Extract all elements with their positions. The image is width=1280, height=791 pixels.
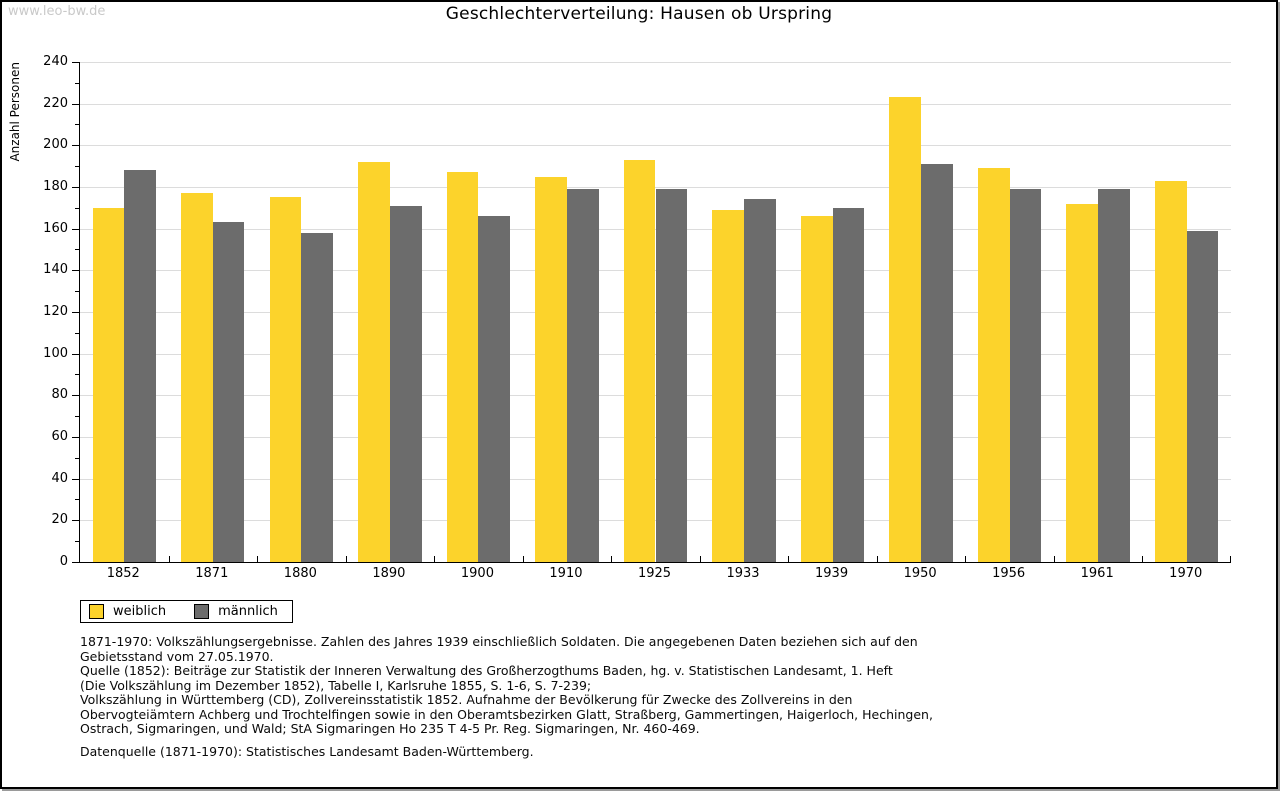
bar-männlich-1890 xyxy=(390,206,422,562)
y-tick-label-40: 40 xyxy=(51,471,68,486)
x-group-tick-6 xyxy=(611,556,612,562)
bar-männlich-1961 xyxy=(1098,189,1130,562)
y-major-tick-80 xyxy=(72,395,80,396)
footnote-line-1: 1871-1970: Volkszählungsergebnisse. Zahlen des Jahres 1939 einschließlich Soldaten. Die angegebenen Daten beziehen sich auf den xyxy=(80,634,918,649)
x-tick-label-1970: 1970 xyxy=(1169,566,1203,581)
x-axis-end-tick xyxy=(1230,556,1231,562)
y-major-tick-220 xyxy=(72,104,80,105)
bar-männlich-1956 xyxy=(1010,189,1042,562)
footnote-line-2: Gebietsstand vom 27.05.1970. xyxy=(80,648,274,664)
x-axis-tick-labels xyxy=(79,566,1230,582)
y-major-tick-160 xyxy=(72,229,80,230)
bar-männlich-1852 xyxy=(124,170,156,562)
x-group-tick-5 xyxy=(523,556,524,562)
legend-item-maennlich xyxy=(194,604,278,619)
x-group-tick-11 xyxy=(1054,556,1055,562)
bar-männlich-1939 xyxy=(833,208,865,562)
x-tick-label-1933: 1933 xyxy=(726,566,760,581)
x-group-tick-7 xyxy=(700,556,701,562)
x-tick-label-1961: 1961 xyxy=(1080,566,1114,581)
y-minor-tick-230 xyxy=(75,83,80,84)
y-tick-label-80: 80 xyxy=(51,387,68,402)
x-tick-label-1890: 1890 xyxy=(372,566,406,581)
y-major-tick-180 xyxy=(72,187,80,188)
gridline-200 xyxy=(80,145,1231,146)
x-group-tick-8 xyxy=(788,556,789,562)
bar-weiblich-1890 xyxy=(358,162,390,562)
y-tick-label-240: 240 xyxy=(43,54,68,69)
bar-weiblich-1933 xyxy=(712,210,744,562)
y-minor-tick-90 xyxy=(75,374,80,375)
y-minor-tick-70 xyxy=(75,416,80,417)
footnote-line-6: Obervogteiämtern Achberg und Trochtelfingen sowie in den Oberamtsbezirken Glatt, Straßberg, Gammertingen, Haigerloch, Hechingen, xyxy=(80,706,933,722)
y-minor-tick-130 xyxy=(75,291,80,292)
bar-männlich-1871 xyxy=(213,222,245,562)
y-minor-tick-10 xyxy=(75,541,80,542)
bar-weiblich-1970 xyxy=(1155,181,1187,562)
data-source-line: Datenquelle (1871-1970): Statistisches Landesamt Baden-Württemberg. xyxy=(80,744,534,759)
bar-männlich-1970 xyxy=(1187,231,1219,562)
x-group-tick-2 xyxy=(257,556,258,562)
gridline-240 xyxy=(80,62,1231,63)
plot-area xyxy=(79,62,1231,563)
x-tick-label-1880: 1880 xyxy=(283,566,317,581)
y-tick-label-180: 180 xyxy=(43,179,68,194)
bar-männlich-1950 xyxy=(921,164,953,562)
y-minor-tick-50 xyxy=(75,458,80,459)
y-tick-label-120: 120 xyxy=(43,304,68,319)
bar-weiblich-1961 xyxy=(1066,204,1098,562)
bar-männlich-1925 xyxy=(656,189,688,562)
y-minor-tick-190 xyxy=(75,166,80,167)
x-tick-label-1910: 1910 xyxy=(549,566,583,581)
y-major-tick-140 xyxy=(72,270,80,271)
y-tick-label-200: 200 xyxy=(43,137,68,152)
y-major-tick-20 xyxy=(72,520,80,521)
legend-label-weiblich: weiblich xyxy=(113,604,167,619)
footnote-block xyxy=(80,635,1200,737)
bar-weiblich-1871 xyxy=(181,193,213,562)
y-axis-title: Anzahl Personen xyxy=(8,62,22,162)
footnote-line-5: Volkszählung in Württemberg (CD), Zollvereinsstatistik 1852. Aufnahme der Bevölkerung für Zwecke des Zollvereins in den xyxy=(80,692,853,707)
weiblich-color-swatch xyxy=(89,604,104,619)
bar-weiblich-1925 xyxy=(624,160,656,562)
y-axis-tick-labels xyxy=(0,54,68,569)
x-group-tick-10 xyxy=(965,556,966,562)
bar-männlich-1880 xyxy=(301,233,333,562)
bar-männlich-1910 xyxy=(567,189,599,562)
bar-weiblich-1956 xyxy=(978,168,1010,562)
bar-weiblich-1900 xyxy=(447,172,479,562)
x-tick-label-1939: 1939 xyxy=(815,566,849,581)
footnote-line-7: Ostrach, Sigmaringen, und Wald; StA Sigmaringen Ho 235 T 4-5 Pr. Reg. Sigmaringen, Nr. 460-469. xyxy=(80,721,700,736)
y-major-tick-100 xyxy=(72,354,80,355)
y-tick-label-100: 100 xyxy=(43,346,68,361)
y-minor-tick-110 xyxy=(75,333,80,334)
legend-item-weiblich xyxy=(89,604,166,619)
bar-weiblich-1950 xyxy=(889,97,921,562)
y-minor-tick-150 xyxy=(75,249,80,250)
bar-weiblich-1910 xyxy=(535,177,567,562)
y-major-tick-0 xyxy=(72,562,80,563)
bar-männlich-1900 xyxy=(478,216,510,562)
x-group-tick-9 xyxy=(877,556,878,562)
y-tick-label-220: 220 xyxy=(43,96,68,111)
y-major-tick-120 xyxy=(72,312,80,313)
bar-männlich-1933 xyxy=(744,199,776,562)
legend xyxy=(80,600,293,623)
x-group-tick-3 xyxy=(346,556,347,562)
x-tick-label-1900: 1900 xyxy=(460,566,494,581)
chart-title: Geschlechterverteilung: Hausen ob Urspring xyxy=(445,4,833,24)
bar-weiblich-1852 xyxy=(93,208,125,562)
x-tick-label-1852: 1852 xyxy=(106,566,140,581)
legend-label-maennlich: männlich xyxy=(218,604,278,619)
x-tick-label-1956: 1956 xyxy=(992,566,1026,581)
footnote-line-4: (Die Volkszählung im Dezember 1852), Tabelle I, Karlsruhe 1855, S. 1-6, S. 7-239; xyxy=(80,677,592,693)
y-major-tick-240 xyxy=(72,62,80,63)
x-group-tick-4 xyxy=(434,556,435,562)
y-major-tick-60 xyxy=(72,437,80,438)
gridline-180 xyxy=(80,187,1231,188)
y-minor-tick-30 xyxy=(75,499,80,500)
y-tick-label-60: 60 xyxy=(51,429,68,444)
y-major-tick-200 xyxy=(72,145,80,146)
maennlich-color-swatch xyxy=(194,604,209,619)
y-tick-label-20: 20 xyxy=(51,512,68,527)
x-tick-label-1950: 1950 xyxy=(903,566,937,581)
y-minor-tick-210 xyxy=(75,124,80,125)
gridline-220 xyxy=(80,104,1231,105)
watermark: www.leo-bw.de xyxy=(8,4,106,19)
bar-weiblich-1880 xyxy=(270,197,302,562)
y-tick-label-160: 160 xyxy=(43,221,68,236)
x-tick-label-1871: 1871 xyxy=(195,566,229,581)
y-tick-label-0: 0 xyxy=(59,554,68,569)
bar-weiblich-1939 xyxy=(801,216,833,562)
x-group-tick-1 xyxy=(169,556,170,562)
y-minor-tick-170 xyxy=(75,208,80,209)
y-tick-label-140: 140 xyxy=(43,262,68,277)
x-tick-label-1925: 1925 xyxy=(637,566,672,581)
y-major-tick-40 xyxy=(72,479,80,480)
x-group-tick-12 xyxy=(1142,556,1143,562)
footnote-line-3: Quelle (1852): Beiträge zur Statistik der Inneren Verwaltung des Großherzogthums Baden, hg. v. Statistischen Landesamt, 1. Heft xyxy=(80,663,893,678)
